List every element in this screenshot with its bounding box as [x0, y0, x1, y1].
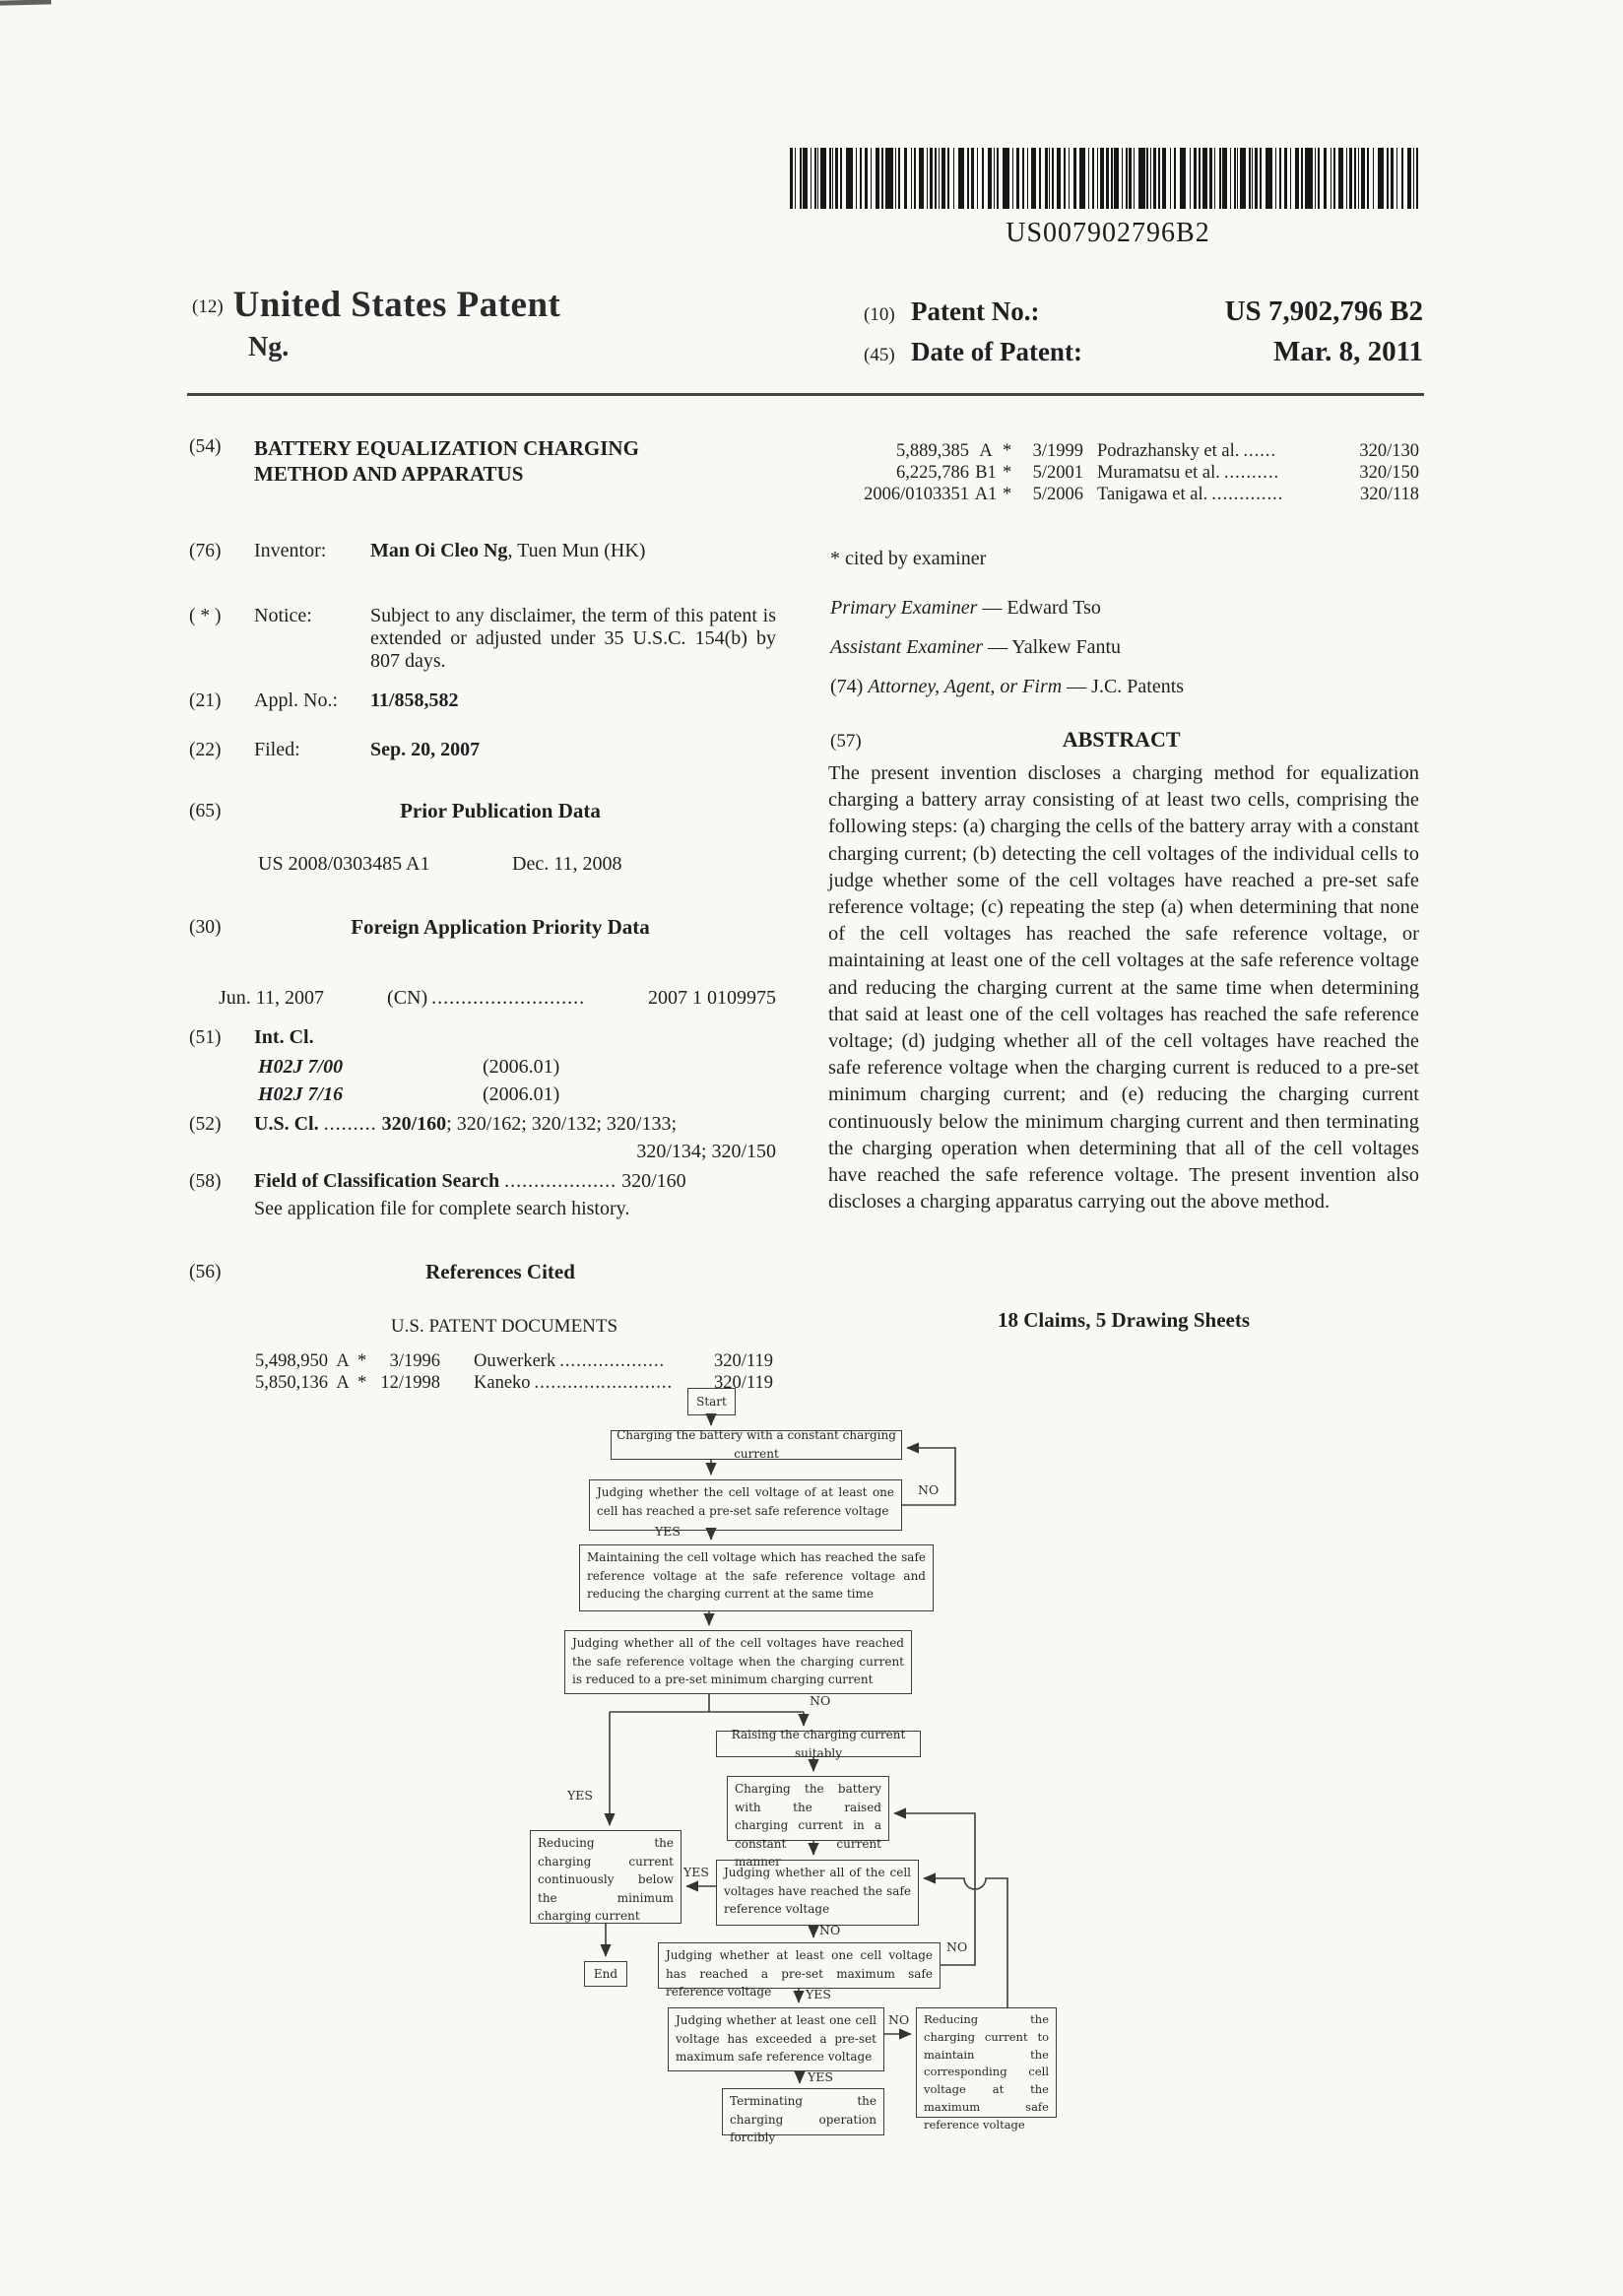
us-ref-row: [843, 485, 1419, 505]
field-foreign: [189, 916, 780, 939]
node-judge-one-max-exceeded: Judging whether at least one cell voltage has exceeded a pre-set maximum safe reference voltage: [668, 2007, 884, 2071]
appl-value: 11/858,582: [370, 689, 459, 711]
ref-star: *: [357, 1351, 367, 1371]
patent-no-value: US 7,902,796 B2: [1224, 295, 1423, 327]
ref-number: 2006/0103351: [864, 485, 969, 504]
intcl-code: (51): [189, 1027, 222, 1048]
header-left: [192, 284, 560, 363]
scan-artifact: [0, 0, 51, 6]
assistant-examiner-row: [830, 636, 1121, 659]
field-title-code: (54): [189, 436, 222, 457]
ref-date: 5/2006: [1032, 485, 1083, 504]
node-reduce-below-min: Reducing the charging current continuously below the minimum charging current: [530, 1830, 682, 1924]
field-inventor-code: (76): [189, 541, 222, 561]
ref-number: 5,850,136: [255, 1373, 328, 1393]
field-us-cl: [189, 1113, 780, 1136]
prior-pub-date: Dec. 11, 2008: [512, 853, 622, 875]
intcl-label: Int. Cl.: [254, 1026, 314, 1048]
date-label: Date of Patent:: [911, 337, 1082, 366]
ref-class: 320/118: [1360, 485, 1419, 504]
cited-by-examiner-note: * cited by examiner: [830, 548, 987, 569]
notice-text: Subject to any disclaimer, the term of this patent is extended or adjusted under 35 U.S.C. 154(b) by 807 days.: [370, 605, 776, 672]
patent-date-row: [864, 336, 1423, 368]
ref-dots: ......: [1243, 441, 1277, 461]
field-notice: [189, 605, 780, 673]
filed-label: Filed:: [254, 739, 300, 760]
assistant-examiner-label: Assistant Examiner: [830, 636, 983, 658]
edge-label-yes: YES: [808, 2069, 833, 2084]
filed-value: Sep. 20, 2007: [370, 739, 481, 760]
uscl-dots: .........: [323, 1113, 377, 1135]
inventor-value: [370, 540, 645, 562]
node-end: End: [584, 1961, 627, 1987]
refs-heading: References Cited: [425, 1260, 575, 1283]
header-right: [864, 295, 1423, 376]
ref-dots: .............: [1211, 485, 1284, 504]
ref-class: 320/130: [1359, 441, 1419, 461]
ref-dots: ..........: [1223, 463, 1280, 483]
ref-number: 5,498,950: [255, 1351, 328, 1371]
field-dots: ...................: [504, 1170, 617, 1192]
refs-code: (56): [189, 1262, 222, 1282]
node-charge-constant: Charging the battery with a constant charging current: [611, 1430, 902, 1460]
edge-label-no: NO: [819, 1923, 841, 1937]
intcl-version: (2006.01): [483, 1056, 560, 1078]
field-code: (58): [189, 1171, 222, 1192]
invention-title: [254, 435, 639, 487]
ref-kind: A1: [974, 485, 998, 504]
node-terminate-forcibly: Terminating the charging operation forcibly: [722, 2088, 884, 2135]
primary-examiner-label: Primary Examiner: [830, 597, 978, 619]
field-note: See application file for complete search history.: [254, 1198, 630, 1219]
attorney-row: [830, 676, 1184, 698]
us-ref-row: [210, 1351, 773, 1372]
title-line-2: METHOD AND APPARATUS: [254, 462, 524, 486]
uscl-rest: ; 320/162; 320/132; 320/133;: [446, 1113, 678, 1135]
intcl-class: H02J 7/00: [258, 1056, 344, 1078]
field-value: 320/160: [621, 1170, 686, 1192]
foreign-country: (CN): [387, 987, 428, 1009]
attorney-value: — J.C. Patents: [1067, 676, 1185, 697]
node-start: Start: [687, 1388, 736, 1415]
foreign-date: Jun. 11, 2007: [219, 987, 325, 1009]
node-judge-one-cell-safe: Judging whether the cell voltage of at least one cell has reached a pre-set safe reference voltage: [589, 1479, 902, 1531]
inventor-rest: , Tuen Mun (HK): [507, 540, 646, 561]
ref-kind: A: [336, 1351, 350, 1371]
ref-name: Ouwerkerk: [474, 1351, 556, 1371]
node-judge-one-max-reached: Judging whether at least one cell voltage has reached a pre-set maximum safe reference voltage: [658, 1942, 941, 1989]
field-inventor: [189, 540, 780, 562]
patent-no-row: [864, 295, 1423, 328]
edge-label-yes: YES: [683, 1865, 709, 1879]
ref-number: 5,889,385: [896, 441, 969, 461]
notice-label: Notice:: [254, 605, 312, 626]
doc-code: (12): [192, 296, 224, 317]
edge-label-no: NO: [888, 2012, 910, 2027]
barcode-number: US007902796B2: [1006, 218, 1210, 248]
uscl-line2: 320/134; 320/150: [636, 1141, 776, 1162]
edge-label-yes: YES: [655, 1524, 681, 1539]
ref-number: 6,225,786: [896, 463, 969, 483]
ref-dots: .........................: [534, 1373, 674, 1393]
inventor-surname: Ng.: [248, 332, 290, 362]
field-prior-pub: [189, 800, 780, 822]
barcode: [788, 148, 1428, 249]
uscl-code: (52): [189, 1114, 222, 1135]
barcode-bars: [788, 148, 1428, 211]
abstract-code: (57): [830, 731, 862, 752]
patent-no-code: (10): [864, 304, 895, 325]
uscl-line1: [254, 1113, 776, 1136]
ref-star: *: [1003, 463, 1012, 483]
node-raise-current: Raising the charging current suitably: [716, 1731, 921, 1757]
field-references: [189, 1261, 780, 1283]
primary-examiner-row: [830, 597, 1101, 620]
field-classification-search: [189, 1170, 780, 1193]
ref-star: *: [1003, 441, 1012, 461]
edge-label-yes: YES: [567, 1788, 593, 1803]
ref-name: Podrazhansky et al.: [1097, 441, 1240, 461]
us-docs-heading: U.S. PATENT DOCUMENTS: [390, 1316, 618, 1337]
intcl-version: (2006.01): [483, 1083, 560, 1105]
claims-note: 18 Claims, 5 Drawing Sheets: [997, 1308, 1251, 1332]
date-code: (45): [864, 345, 895, 365]
prior-pub-code: (65): [189, 801, 222, 821]
prior-pub-number: US 2008/0303485 A1: [258, 853, 430, 875]
abstract-heading: ABSTRACT: [1062, 727, 1181, 752]
uscl-primary: 320/160: [381, 1113, 447, 1135]
node-reduce-maintain-max: Reducing the charging current to maintain the corresponding cell voltage at the maximum safe reference voltage: [916, 2007, 1057, 2118]
field-filed: [189, 739, 780, 761]
foreign-heading: Foreign Application Priority Data: [351, 915, 650, 939]
ref-dots: ...................: [559, 1351, 666, 1371]
ref-star: *: [1003, 485, 1012, 504]
foreign-number: 2007 1 0109975: [648, 987, 776, 1009]
uscl-label: U.S. Cl.: [254, 1113, 319, 1135]
node-maintain-voltage: Maintaining the cell voltage which has reached the safe reference voltage at the safe reference voltage and reducing the charging current at the same time: [579, 1544, 934, 1611]
edge-label-no: NO: [918, 1482, 940, 1497]
inventor-label: Inventor:: [254, 540, 327, 561]
us-ref-row: [843, 441, 1419, 462]
header-rule: [187, 393, 1424, 396]
ref-name: Kaneko: [474, 1373, 531, 1393]
field-appl-code: (21): [189, 690, 222, 711]
date-value: Mar. 8, 2011: [1273, 336, 1423, 367]
title-line-1: BATTERY EQUALIZATION CHARGING: [254, 436, 639, 460]
abstract-text: The present invention discloses a charging method for equalization charging a battery array consisting of at least two cells, comprising the following steps: (a) charging the cells of the battery array with a constant charging current; (b) detecting the cell voltages of the individual cells to judge whether some of the cell voltages have reached a pre-set safe reference voltage; (c) repeating the step (a) when determining that none of the cell voltages has reached the safe reference voltage, or maintaining at least one of the cell voltages at the safe reference voltage and reducing the charging current at the same time when determining that said at least one of the cell voltages has reached the safe reference voltage; (d) judging whether all of the cell voltages have reached the safe reference voltage when the charging current is reduced to a pre-set minimum charging current; and (e) reducing the charging current continuously below the minimum charging current and then terminating the charging operation when determining that all of the cell voltages have reached the safe reference voltage. The present invention also discloses a charging apparatus carrying out the above method.: [828, 762, 1419, 1214]
ref-class: 320/119: [714, 1351, 773, 1371]
field-appl-no: [189, 689, 780, 712]
ref-kind: B1: [975, 463, 997, 483]
prior-pub-heading: Prior Publication Data: [400, 799, 601, 822]
ref-date: 12/1998: [380, 1373, 440, 1393]
ref-name: Muramatsu et al.: [1097, 463, 1220, 483]
primary-examiner-value: — Edward Tso: [982, 597, 1101, 619]
field-title: [189, 435, 780, 487]
attorney-label: Attorney, Agent, or Firm: [868, 676, 1063, 697]
field-int-cl: [189, 1026, 780, 1049]
doc-title: United States Patent: [232, 285, 561, 325]
field-label: Field of Classification Search: [254, 1170, 500, 1192]
ref-star: *: [357, 1373, 367, 1393]
ref-name: Tanigawa et al.: [1097, 485, 1208, 504]
field-notice-code: ( * ): [189, 606, 222, 626]
ref-kind: A: [336, 1373, 350, 1393]
patent-no-label: Patent No.:: [911, 296, 1040, 326]
foreign-code: (30): [189, 917, 222, 938]
ref-date: 3/1999: [1032, 441, 1083, 461]
node-judge-all-at-min-current: Judging whether all of the cell voltages have reached the safe reference voltage when the charging current is reduced to a pre-set minimum charging current: [564, 1630, 912, 1694]
attorney-code: (74): [830, 676, 864, 697]
flowchart: [463, 1374, 1113, 2177]
foreign-priority-row: [219, 987, 776, 1010]
intcl-class: H02J 7/16: [258, 1083, 344, 1105]
ref-date: 5/2001: [1032, 463, 1083, 483]
assistant-examiner-value: — Yalkew Fantu: [988, 636, 1122, 658]
field-filed-code: (22): [189, 740, 222, 760]
edge-label-no: NO: [810, 1693, 831, 1708]
edge-label-no: NO: [946, 1939, 968, 1954]
abstract-heading-row: [830, 727, 1419, 753]
node-judge-all-safe: Judging whether all of the cell voltages have reached the safe reference voltage: [716, 1860, 919, 1926]
node-charge-raised-current: Charging the battery with the raised charging current in a constant current manner: [727, 1776, 889, 1841]
inventor-name: Man Oi Cleo Ng: [370, 540, 508, 561]
ref-class: 320/119: [714, 1373, 773, 1393]
ref-class: 320/150: [1359, 463, 1419, 483]
ref-kind: A: [979, 441, 993, 461]
foreign-dots: ..........................: [431, 987, 586, 1009]
ref-date: 3/1996: [389, 1351, 440, 1371]
appl-label: Appl. No.:: [254, 689, 338, 711]
us-ref-row: [843, 463, 1419, 484]
edge-label-yes: YES: [806, 1987, 831, 2001]
field-line: [254, 1170, 776, 1193]
